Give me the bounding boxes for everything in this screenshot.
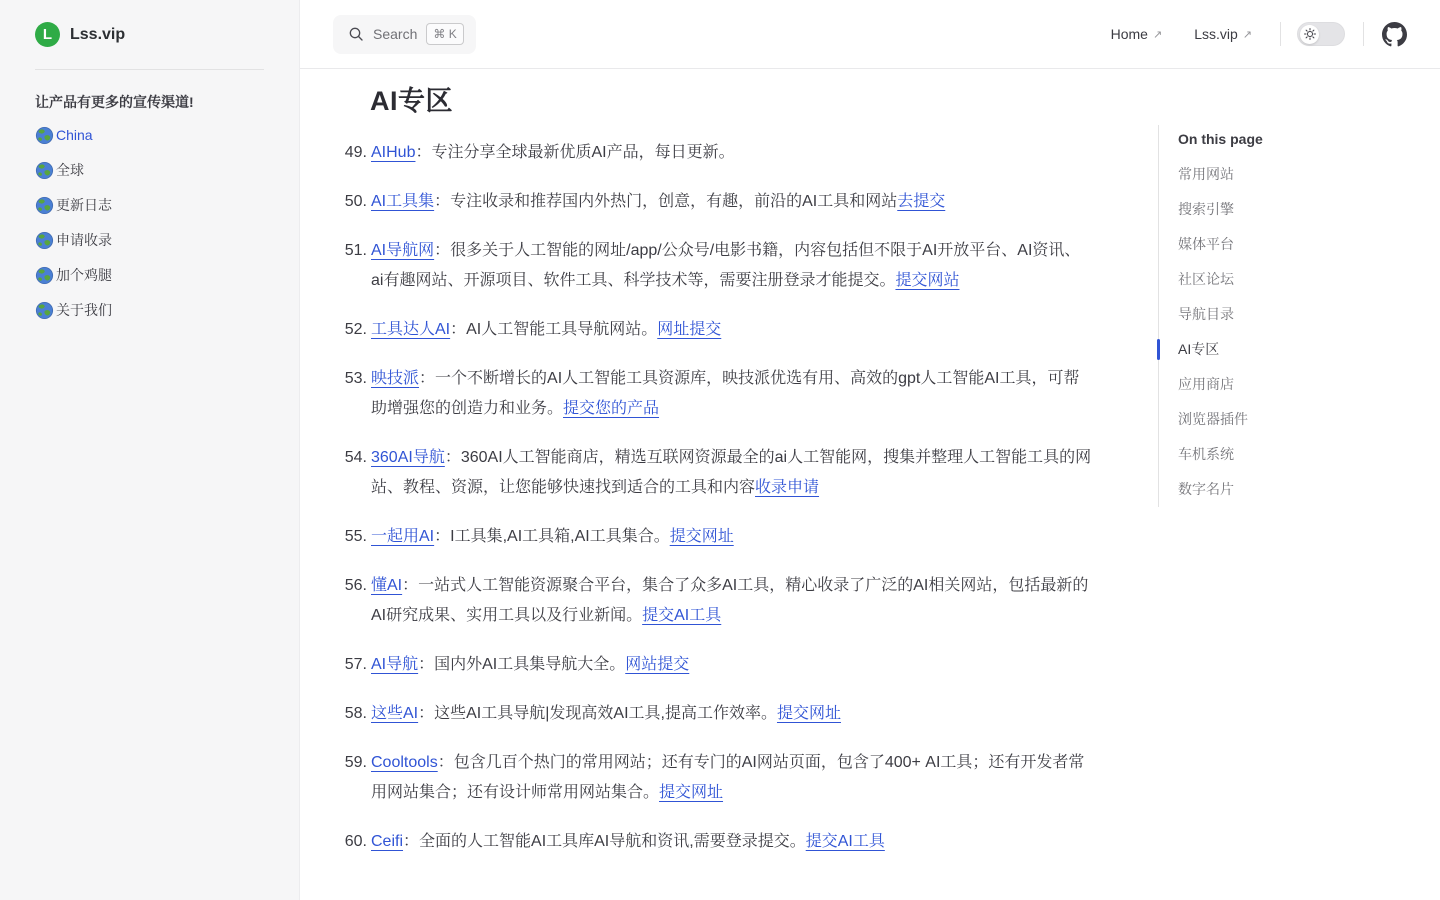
globe-icon: [35, 266, 54, 285]
navbar-links: [1079, 22, 1407, 47]
theme-toggle[interactable]: [1297, 22, 1345, 46]
list-item-number: 52.: [344, 321, 367, 338]
list-item-number: 58.: [344, 705, 367, 722]
list-item: [340, 650, 1092, 680]
sidebar-item-apply[interactable]: [35, 223, 269, 258]
site-name-link[interactable]: 懂AI: [371, 577, 403, 594]
site-name-link[interactable]: 一起用AI: [371, 528, 435, 545]
site-name-link[interactable]: AI导航网: [371, 242, 435, 259]
submit-link[interactable]: 提交AI工具: [642, 607, 722, 624]
globe-icon: [35, 126, 54, 145]
globe-icon: [35, 161, 54, 180]
external-link-icon: ↗: [1152, 28, 1163, 41]
submit-link[interactable]: 提交网站: [895, 272, 960, 289]
toc-item[interactable]: 应用商店: [1178, 376, 1234, 392]
list-item-desc: ：AI人工智能工具导航网站。: [450, 321, 658, 338]
list-item-desc: ：I工具集,AI工具箱,AI工具集合。: [434, 528, 670, 545]
list-item-number: 50.: [344, 193, 367, 210]
list-item-desc: ：一个不断增长的AI人工智能工具资源库，映技派优选有用、高效的gpt人工智能AI工具，可帮助增强您的创造力和业务。: [371, 370, 1080, 417]
sun-icon: [1300, 25, 1319, 44]
list-item-number: 56.: [344, 577, 367, 594]
main-content: [340, 69, 1092, 857]
site-name-link[interactable]: AI导航: [371, 656, 419, 673]
list-item: [340, 315, 1092, 345]
list-item-number: 55.: [344, 528, 367, 545]
list-item: [340, 699, 1092, 729]
list-item: [340, 236, 1092, 296]
site-name-link[interactable]: Cooltools: [371, 754, 438, 771]
submit-link[interactable]: 去提交: [897, 193, 946, 210]
submit-link[interactable]: 提交网址: [669, 528, 734, 545]
sidebar: [0, 0, 300, 900]
list-item-number: 49.: [344, 144, 367, 161]
list-item-number: 51.: [344, 242, 367, 259]
search-label: Search: [373, 26, 418, 42]
site-name-link[interactable]: 360AI导航: [371, 449, 445, 466]
site-name-link[interactable]: Ceifi: [371, 833, 404, 850]
search-icon: [348, 26, 364, 42]
navbar-divider: [1363, 22, 1364, 46]
sidebar-item-china[interactable]: [35, 118, 269, 153]
sidebar-nav: [0, 70, 299, 328]
toc-item-active[interactable]: AI专区: [1178, 332, 1408, 367]
list-item: [340, 364, 1092, 424]
submit-link[interactable]: 网站提交: [625, 656, 690, 673]
sidebar-item-label: 更新日志: [56, 197, 112, 213]
toc-item[interactable]: 浏览器插件: [1178, 411, 1248, 427]
site-name-link[interactable]: AI工具集: [371, 193, 435, 210]
list-item: [340, 827, 1092, 857]
site-logo[interactable]: [35, 22, 125, 47]
nav-link-lssvip-label: Lss.vip: [1194, 26, 1238, 42]
sidebar-item-drumstick[interactable]: [35, 258, 269, 293]
search-button[interactable]: [333, 15, 476, 54]
sidebar-item-about[interactable]: [35, 293, 269, 328]
outline-title: On this page: [1178, 131, 1263, 147]
list-item-number: 59.: [344, 754, 367, 771]
submit-link[interactable]: 网址提交: [657, 321, 722, 338]
sidebar-item-label: 加个鸡腿: [56, 267, 112, 283]
globe-icon: [35, 231, 54, 250]
list-item-desc: ：这些AI工具导航|发现高效AI工具,提高工作效率。: [418, 705, 777, 722]
site-name-link[interactable]: 映技派: [371, 370, 420, 387]
site-name-link[interactable]: 工具达人AI: [371, 321, 451, 338]
sidebar-item-changelog[interactable]: [35, 188, 269, 223]
page-title: AI专区: [370, 86, 453, 116]
external-link-icon: ↗: [1242, 28, 1252, 41]
site-name-link[interactable]: 这些AI: [371, 705, 419, 722]
sidebar-item-label: China: [56, 127, 93, 143]
list-item: [340, 571, 1092, 631]
list-item: [340, 443, 1092, 503]
list-item: [340, 748, 1092, 808]
toc-item[interactable]: 社区论坛: [1178, 271, 1234, 287]
nav-link-home-label: Home: [1110, 26, 1148, 42]
list-item-number: 60.: [344, 833, 367, 850]
toc-item[interactable]: 导航目录: [1178, 306, 1234, 322]
nav-link-home[interactable]: [1111, 26, 1163, 42]
navbar-divider: [1280, 22, 1281, 46]
submit-link[interactable]: 提交网址: [659, 784, 724, 801]
github-icon: [1382, 22, 1407, 47]
nav-link-lssvip[interactable]: [1194, 26, 1252, 42]
toc-item[interactable]: 车机系统: [1178, 446, 1234, 462]
list-item-number: 57.: [344, 656, 367, 673]
logo-icon: L: [35, 22, 60, 47]
list-item-desc: ：一站式人工智能资源聚合平台，集合了众多AI工具，精心收录了广泛的AI相关网站，包括最新的AI研究成果、实用工具以及行业新闻。: [371, 577, 1089, 624]
submit-link[interactable]: 提交您的产品: [563, 400, 660, 417]
sidebar-item-label: 全球: [56, 162, 84, 178]
toc-item[interactable]: 常用网站: [1178, 166, 1234, 182]
toc-item[interactable]: 媒体平台: [1178, 236, 1234, 252]
list-item: [340, 138, 1092, 168]
list-item-number: 54.: [344, 449, 367, 466]
list-item-desc: ：专注分享全球最新优质AI产品，每日更新。: [415, 144, 735, 161]
on-this-page-outline: [1158, 125, 1408, 507]
globe-icon: [35, 196, 54, 215]
list-item-desc: ：专注收录和推荐国内外热门，创意，有趣，前沿的AI工具和网站: [434, 193, 898, 210]
sidebar-item-label: 关于我们: [56, 302, 112, 318]
submit-link[interactable]: 提交网址: [776, 705, 841, 722]
list-item: [340, 522, 1092, 552]
sidebar-section-title: 让产品有更多的宣传渠道!: [35, 94, 194, 110]
toc-item[interactable]: 搜索引擎: [1178, 201, 1234, 217]
list-item-desc: ：360AI人工智能商店，精选互联网资源最全的ai人工智能网，搜集并整理人工智能工具的网站、教程、资源，让您能够快速找到适合的工具和内容: [371, 449, 1092, 496]
logo-text: Lss.vip: [70, 25, 126, 43]
sidebar-item-label: 申请收录: [56, 232, 112, 248]
list-item-number: 53.: [344, 370, 367, 387]
sidebar-header: [0, 0, 299, 69]
globe-icon: [35, 301, 54, 320]
top-navbar: [300, 0, 1440, 69]
list-item: [340, 187, 1092, 217]
toc-item[interactable]: 数字名片: [1178, 481, 1234, 497]
list-item-desc: ：包含几百个热门的常用网站；还有专门的AI网站页面，包含了400+ AI工具；还有开发者常用网站集合；还有设计师常用网站集合。: [371, 754, 1085, 801]
sidebar-item-global[interactable]: [35, 153, 269, 188]
list-item-desc: ：国内外AI工具集导航大全。: [418, 656, 626, 673]
site-name-link[interactable]: AIHub: [371, 144, 416, 161]
submit-link[interactable]: 提交AI工具: [805, 833, 885, 850]
github-link[interactable]: [1382, 22, 1407, 47]
submit-link[interactable]: 收录申请: [755, 479, 820, 496]
search-shortcut-badge: ⌘ K: [426, 23, 463, 45]
list-item-desc: ：全面的人工智能AI工具库AI导航和资讯,需要登录提交。: [403, 833, 806, 850]
list-item-desc: ：很多关于人工智能的网址/app/公众号/电影书籍，内容包括但不限于AI开放平台、AI资讯、ai有趣网站、开源项目、软件工具、科学技术等，需要注册登录才能提交。: [371, 242, 1081, 289]
